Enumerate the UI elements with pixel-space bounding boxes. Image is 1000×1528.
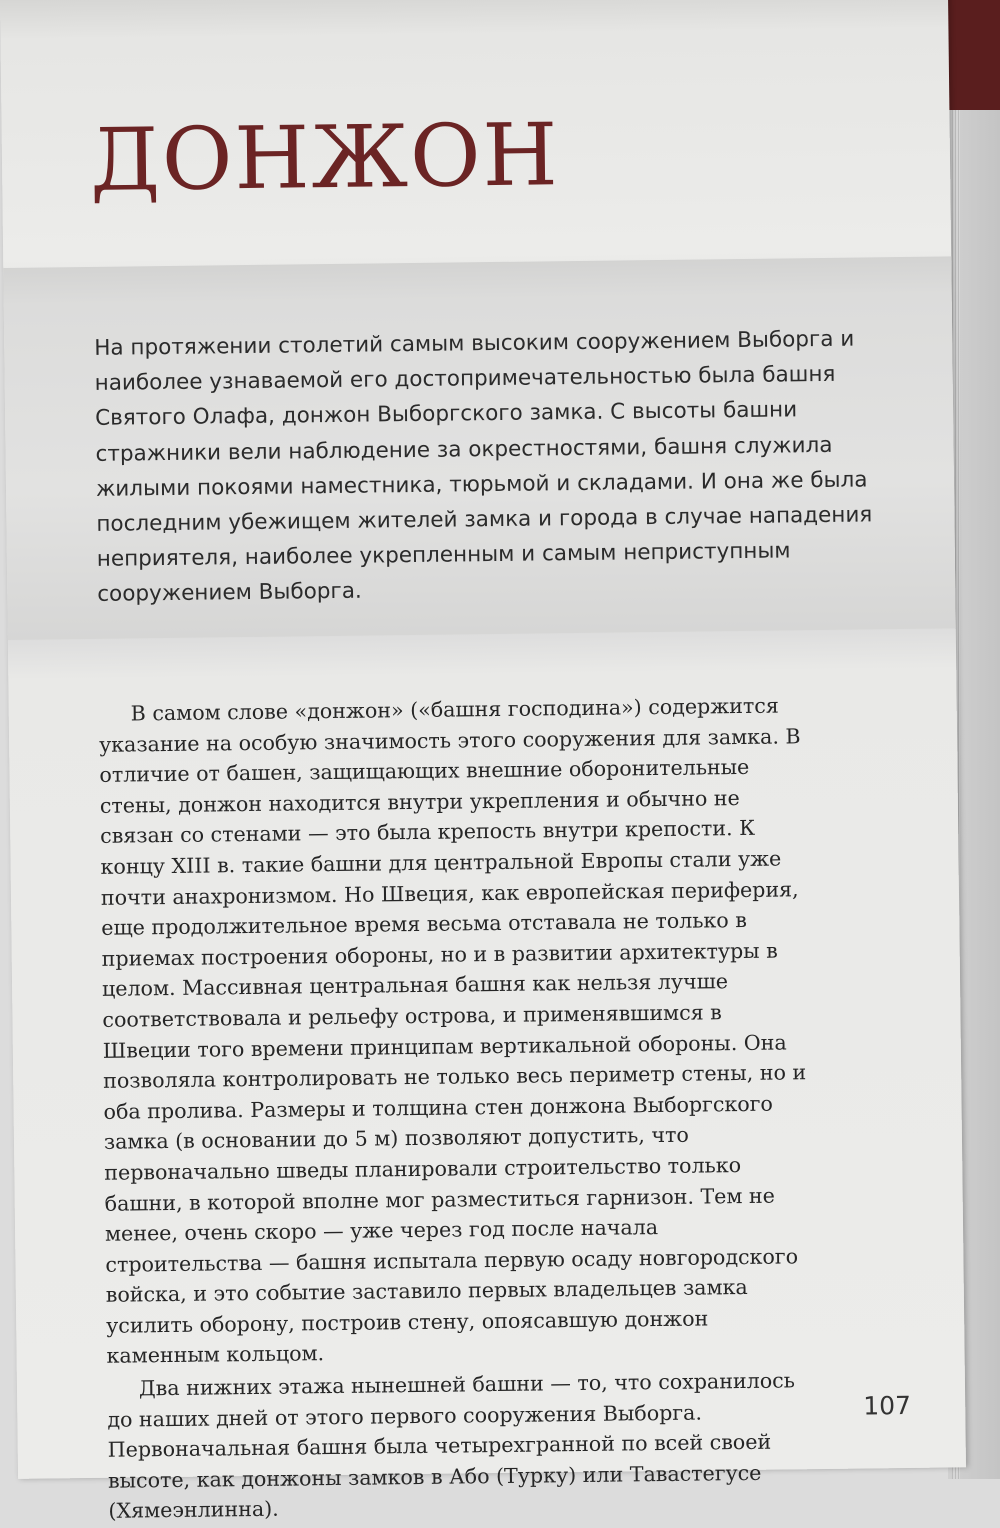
body-text	[99, 690, 817, 1527]
body-paragraph: Два нижних этажа нынешней башни — то, что сохранилось до наших дней от этого первого сооружения Выборга. Первоначальная башня была четырехгранной по всей своей высоте, как донжоны замков в Або (Турку) или Тавастегусе (Хямеэнлинна).	[107, 1368, 796, 1524]
lead-paragraph: На протяжении столетий самым высоким сооружением Выборга и наиболее узнаваемой его достопримечательностью была башня Святого Олафа, донжон Выборгского замка. С высоты башни стражники вели наблюдение за окрестностями, башня служила жилыми покоями наместника, тюрьмой и складами. И она же была последним убежищем жителей замка и города в случае нападения неприятеля, наиболее укрепленным и самым неприступным сооружением Выборга.	[94, 326, 873, 608]
page-number: 107	[863, 1390, 912, 1421]
body-paragraph: В самом слове «донжон» («башня господина») содержится указание на особую значимость этого сооружения для замка. В отличие от башен, защищающих внешние оборонительные стены, донжон находится внутри укрепления и обычно не связан со стенами — это была крепость внутри крепости. К концу XIII в. такие башни для центральной Европы стали уже почти анахронизмом. Но Швеция, как европейская периферия, еще продолжительное время весьма отставала не только в приемах построения обороны, но и в развитии архитектуры в целом. Массивная центральная башня как нельзя лучше соответствовала и рельефу острова, и применявшимся в Швеции того времени принципам вертикальной обороны. Она позволяла контролировать не только весь периметр стены, но и оба пролива. Размеры и толщина стен донжона Выборгского замка (в основании до 5 м) позволяют допустить, что первоначально шведы планировали строительство только башни, в которой вполне мог разместиться гарнизон. Тем не менее, очень скоро — уже через год после начала строительства — башня испытала первую осаду новгородского войска, и это событие заставило первых владельцев замка усилить оборону, построив стену, опоясавшую донжон каменным кольцом.	[98, 693, 807, 1369]
cover-edge	[948, 0, 1000, 110]
chapter-title: ДОНЖОН	[89, 105, 561, 211]
